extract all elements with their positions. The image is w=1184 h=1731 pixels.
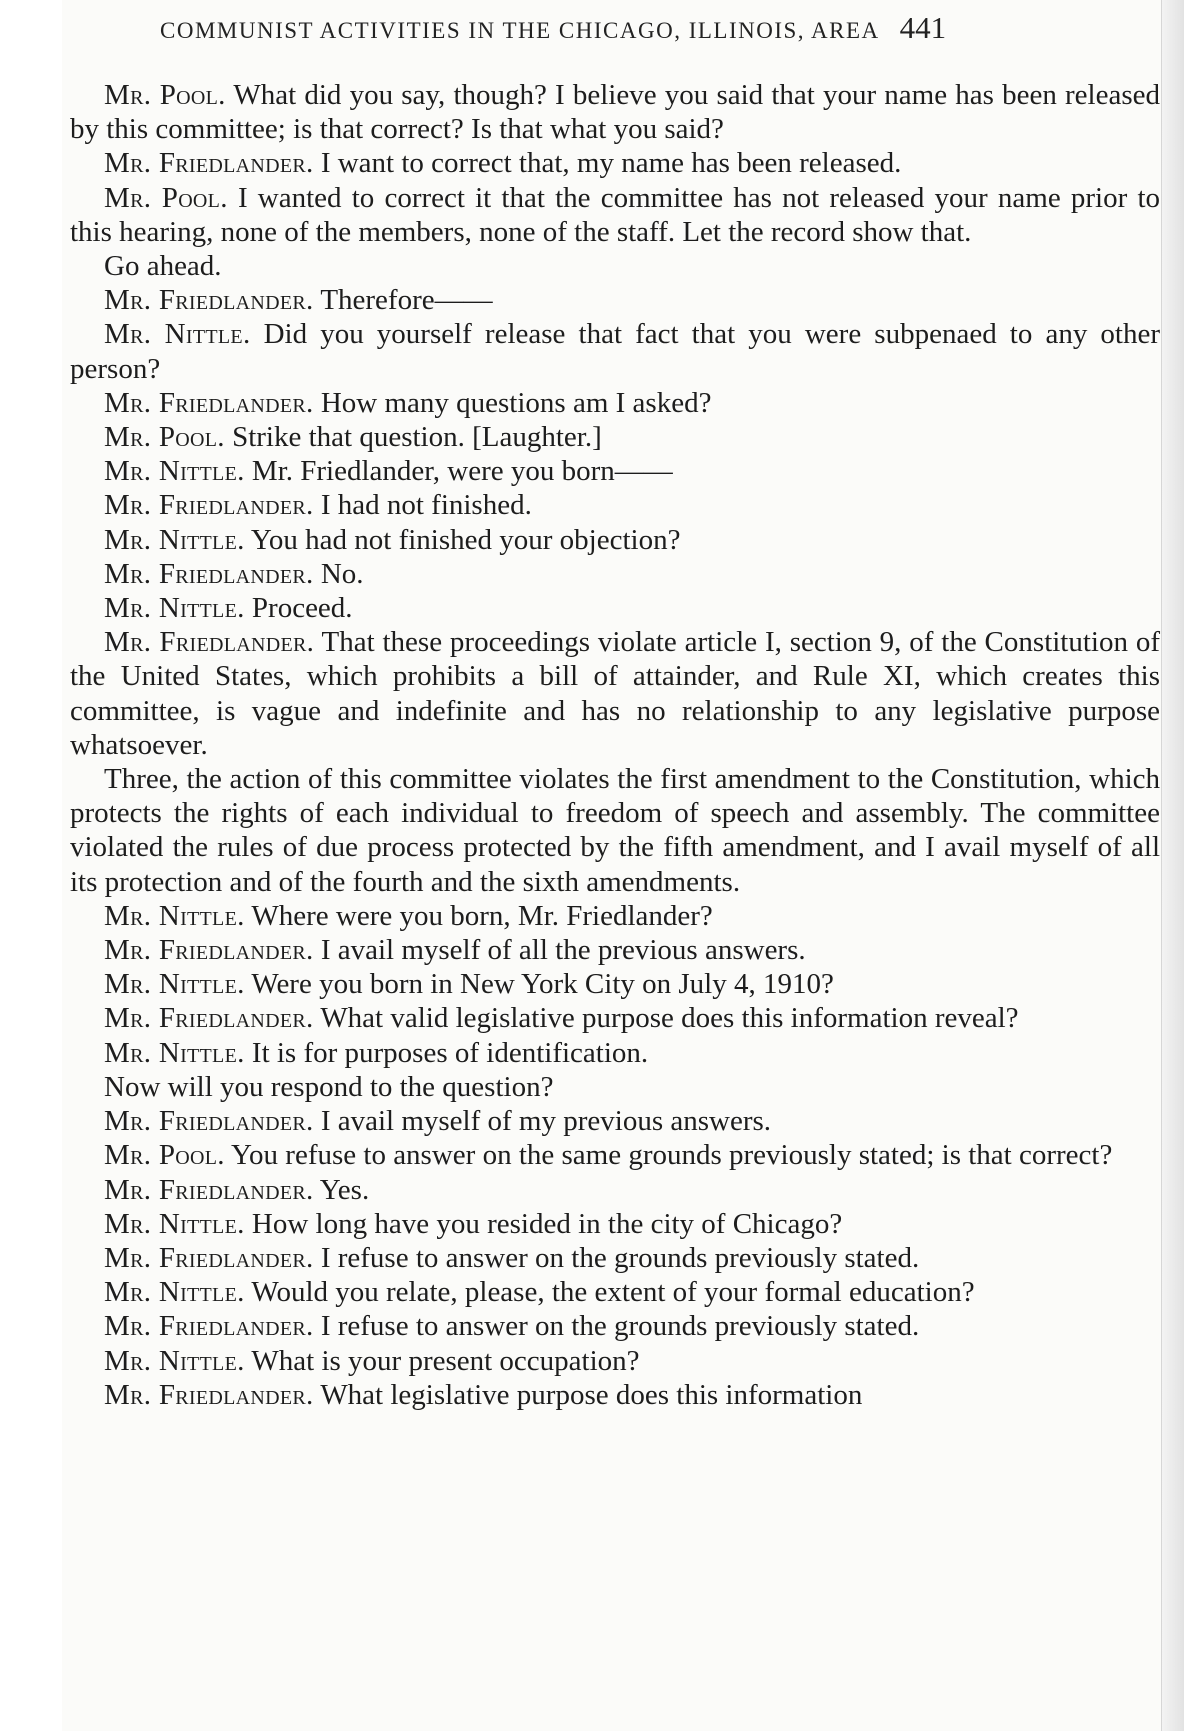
speech-text: You refuse to answer on the same grounds previously stated; is that correct? xyxy=(231,1139,1113,1172)
speaker-name: Mr. Pool. xyxy=(104,1139,225,1172)
transcript-paragraph xyxy=(70,488,1160,522)
speech-text: How long have you resided in the city of Chicago? xyxy=(251,1207,843,1240)
speech-text: Therefore—— xyxy=(320,284,493,317)
speech-text: I avail myself of all the previous answers. xyxy=(320,934,806,967)
transcript-paragraph xyxy=(70,523,1160,557)
speech-text: Where were you born, Mr. Friedlander? xyxy=(251,899,713,932)
speaker-name: Mr. Friedlander. xyxy=(104,147,314,180)
speech-text: What is your present occupation? xyxy=(251,1344,640,1377)
speaker-name: Mr. Friedlander. xyxy=(104,489,314,522)
speaker-name: Mr. Nittle. xyxy=(104,1036,245,1069)
speaker-name: Mr. Friedlander. xyxy=(104,1002,314,1035)
speech-text: Three, the action of this committee violates the first amendment to the Constitution, which protects the rights of each individual to freedom of speech and assembly. The committee violated the rules of due process protected by the fifth amendment, and I avail myself of all its protection and of the fourth and the sixth amendments. xyxy=(70,763,1160,898)
transcript-paragraph xyxy=(70,933,1160,967)
speaker-name: Mr. Pool. xyxy=(104,79,226,111)
transcript-paragraph xyxy=(70,249,1160,283)
transcript-paragraph xyxy=(70,1173,1160,1207)
transcript-paragraph xyxy=(70,1275,1160,1309)
speaker-name: Mr. Friedlander. xyxy=(104,1173,314,1206)
speech-text: Would you relate, please, the extent of your formal education? xyxy=(251,1276,975,1309)
speaker-name: Mr. Friedlander. xyxy=(104,1241,314,1274)
speech-text: I refuse to answer on the grounds previously stated. xyxy=(320,1241,920,1274)
transcript-paragraph xyxy=(70,146,1160,180)
speaker-name: Mr. Friedlander. xyxy=(104,626,315,659)
speech-text: What valid legislative purpose does this information reveal? xyxy=(320,1002,1019,1035)
transcript-paragraph xyxy=(70,1344,1160,1378)
transcript-paragraph xyxy=(70,1070,1160,1104)
transcript-paragraph xyxy=(70,625,1160,762)
transcript-paragraph xyxy=(70,1138,1160,1172)
speaker-name: Mr. Nittle. xyxy=(104,899,245,932)
transcript-paragraph xyxy=(70,78,1160,146)
speech-text: I want to correct that, my name has been released. xyxy=(320,147,902,180)
transcript-paragraph xyxy=(70,1309,1160,1343)
speaker-name: Mr. Nittle. xyxy=(104,523,245,556)
speech-text: That these proceedings violate article I, section 9, of the Constitution of the United States, which prohibits a bill of attainder, and Rule XI, which creates this committee, is vague and indefinite and has no relationship to any legislative purpose whatsoever. xyxy=(70,626,1160,761)
speech-text: It is for purposes of identification. xyxy=(251,1036,649,1069)
speaker-name: Mr. Friedlander. xyxy=(104,1378,314,1411)
running-head xyxy=(160,10,1160,50)
transcript-paragraph xyxy=(70,899,1160,933)
transcript-paragraph xyxy=(70,1036,1160,1070)
transcript-paragraph xyxy=(70,557,1160,591)
speech-text: Now will you respond to the question? xyxy=(104,1070,554,1103)
speaker-name: Mr. Nittle. xyxy=(104,318,251,351)
speech-text: Were you born in New York City on July 4, 1910? xyxy=(251,968,834,1001)
transcript-paragraph xyxy=(70,762,1160,899)
speech-text: I had not finished. xyxy=(320,489,532,522)
speaker-name: Mr. Pool. xyxy=(104,421,225,454)
speaker-name: Mr. Nittle. xyxy=(104,592,245,625)
speech-text: What legislative purpose does this information xyxy=(320,1378,863,1411)
speaker-name: Mr. Friedlander. xyxy=(104,934,314,967)
transcript-paragraph xyxy=(70,454,1160,488)
speaker-name: Mr. Friedlander. xyxy=(104,1310,314,1343)
speaker-name: Mr. Nittle. xyxy=(104,455,245,488)
scroll-edge xyxy=(1161,0,1184,1731)
speech-text: I wanted to correct it that the committee has not released your name prior to this hearing, none of the members, none of the staff. Let the record show that. xyxy=(70,181,1160,248)
speaker-name: Mr. Pool. xyxy=(104,181,228,214)
transcript-paragraph xyxy=(70,420,1160,454)
speech-text: Proceed. xyxy=(251,592,353,625)
speaker-name: Mr. Friedlander. xyxy=(104,557,314,590)
transcript-body xyxy=(70,78,1160,1412)
speaker-name: Mr. Friedlander. xyxy=(104,386,314,419)
speaker-name: Mr. Friedlander. xyxy=(104,284,314,317)
transcript-paragraph xyxy=(70,317,1160,385)
transcript-paragraph xyxy=(70,591,1160,625)
running-title: COMMUNIST ACTIVITIES IN THE CHICAGO, ILLINOIS, AREA xyxy=(160,18,879,43)
transcript-paragraph xyxy=(70,1001,1160,1035)
transcript-paragraph xyxy=(70,1207,1160,1241)
speaker-name: Mr. Nittle. xyxy=(104,1344,245,1377)
speech-text: Did you yourself release that fact that you were subpenaed to any other person? xyxy=(70,318,1161,385)
speech-text: You had not finished your objection? xyxy=(250,523,681,556)
speech-text: Mr. Friedlander, were you born—— xyxy=(251,455,673,488)
speaker-name: Mr. Friedlander. xyxy=(104,1105,314,1138)
speech-text: Yes. xyxy=(319,1173,370,1206)
speech-text: No. xyxy=(320,557,364,590)
speaker-name: Mr. Nittle. xyxy=(104,1276,245,1309)
transcript-paragraph xyxy=(70,283,1160,317)
transcript-paragraph xyxy=(70,386,1160,420)
transcript-paragraph xyxy=(70,1104,1160,1138)
speech-text: I avail myself of my previous answers. xyxy=(320,1105,772,1138)
speech-text: Strike that question. [Laughter.] xyxy=(232,421,602,454)
speech-text: What did you say, though? I believe you said that your name has been released by this committee; is that correct? Is that what you said? xyxy=(70,79,1160,146)
transcript-paragraph xyxy=(70,967,1160,1001)
transcript-paragraph xyxy=(70,1241,1160,1275)
speech-text: Go ahead. xyxy=(104,250,222,283)
transcript-paragraph xyxy=(70,1378,1160,1412)
speaker-name: Mr. Nittle. xyxy=(104,968,245,1001)
speaker-name: Mr. Nittle. xyxy=(104,1207,245,1240)
speech-text: I refuse to answer on the grounds previously stated. xyxy=(320,1310,920,1343)
page-number: 441 xyxy=(899,10,947,45)
speech-text: How many questions am I asked? xyxy=(320,386,712,419)
transcript-paragraph xyxy=(70,181,1160,249)
